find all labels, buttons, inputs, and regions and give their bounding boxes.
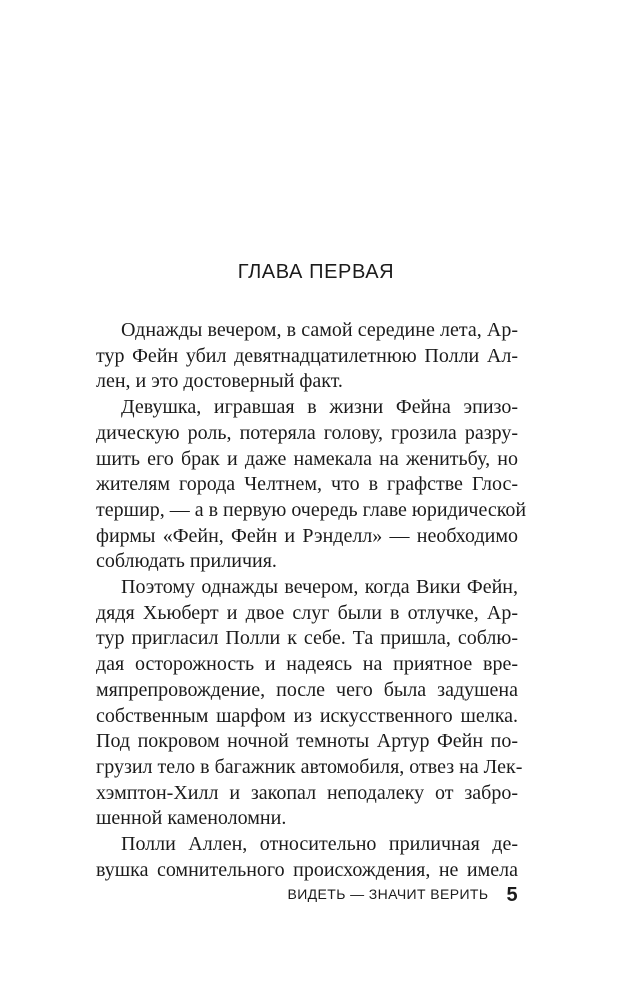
text-line: тершир, — а в первую очередь главе юридической	[96, 498, 527, 521]
text-line: Поэтому однажды вечером, когда Вики Фейн,	[121, 576, 518, 599]
paragraph	[96, 318, 518, 395]
chapter-title: ГЛАВА ПЕРВАЯ	[237, 261, 395, 283]
page-number: 5	[506, 884, 518, 906]
text-line: шить его брак и даже намекала на женитьбу, но	[96, 447, 518, 470]
text-line: грузил тело в багажник автомобиля, отвез на Лек-	[96, 755, 523, 778]
text-line: Девушка, игравшая в жизни Фейна эпизо-	[121, 396, 518, 419]
text-line: дая осторожность и надеясь на приятное вре-	[96, 653, 518, 676]
paragraph	[96, 832, 518, 883]
text-line: фирмы «Фейн, Фейн и Рэнделл» — необходимо	[96, 524, 518, 547]
text-line: Под покровом ночной темноты Артур Фейн по-	[96, 730, 518, 753]
text-line: соблюдать приличия.	[96, 550, 277, 573]
text-line: лен, и это достоверный факт.	[96, 370, 343, 393]
text-line: шенной каменоломни.	[96, 807, 287, 830]
text-line: мяпрепровождение, после чего была задушена	[96, 678, 518, 701]
text-line: жителям города Челтнем, что в графстве Глос-	[96, 473, 518, 496]
text-line: Полли Аллен, относительно приличная де-	[121, 833, 518, 856]
body-text	[96, 318, 527, 883]
text-line: собственным шарфом из искусственного шелка.	[96, 704, 518, 727]
text-line: дядя Хьюберт и двое слуг были в отлучке, Ар-	[96, 601, 518, 624]
text-line: Однажды вечером, в самой середине лета, Ар-	[121, 319, 518, 341]
paragraph	[96, 575, 523, 832]
text-line: тур Фейн убил девятнадцатилетнюю Полли Ал-	[96, 344, 518, 367]
paragraph	[96, 395, 527, 575]
text-line: вушка сомнительного происхождения, не имела	[96, 858, 518, 881]
page-footer	[287, 882, 518, 907]
text-line: тур пригласил Полли к себе. Та пришла, соблю-	[96, 627, 518, 650]
text-line: хэмптон-Хилл и закопал неподалеку от забро-	[96, 781, 518, 804]
running-title: ВИДЕТЬ — ЗНАЧИТ ВЕРИТЬ	[287, 886, 489, 902]
text-line: дическую роль, потеряла голову, грозила разру-	[96, 421, 518, 444]
